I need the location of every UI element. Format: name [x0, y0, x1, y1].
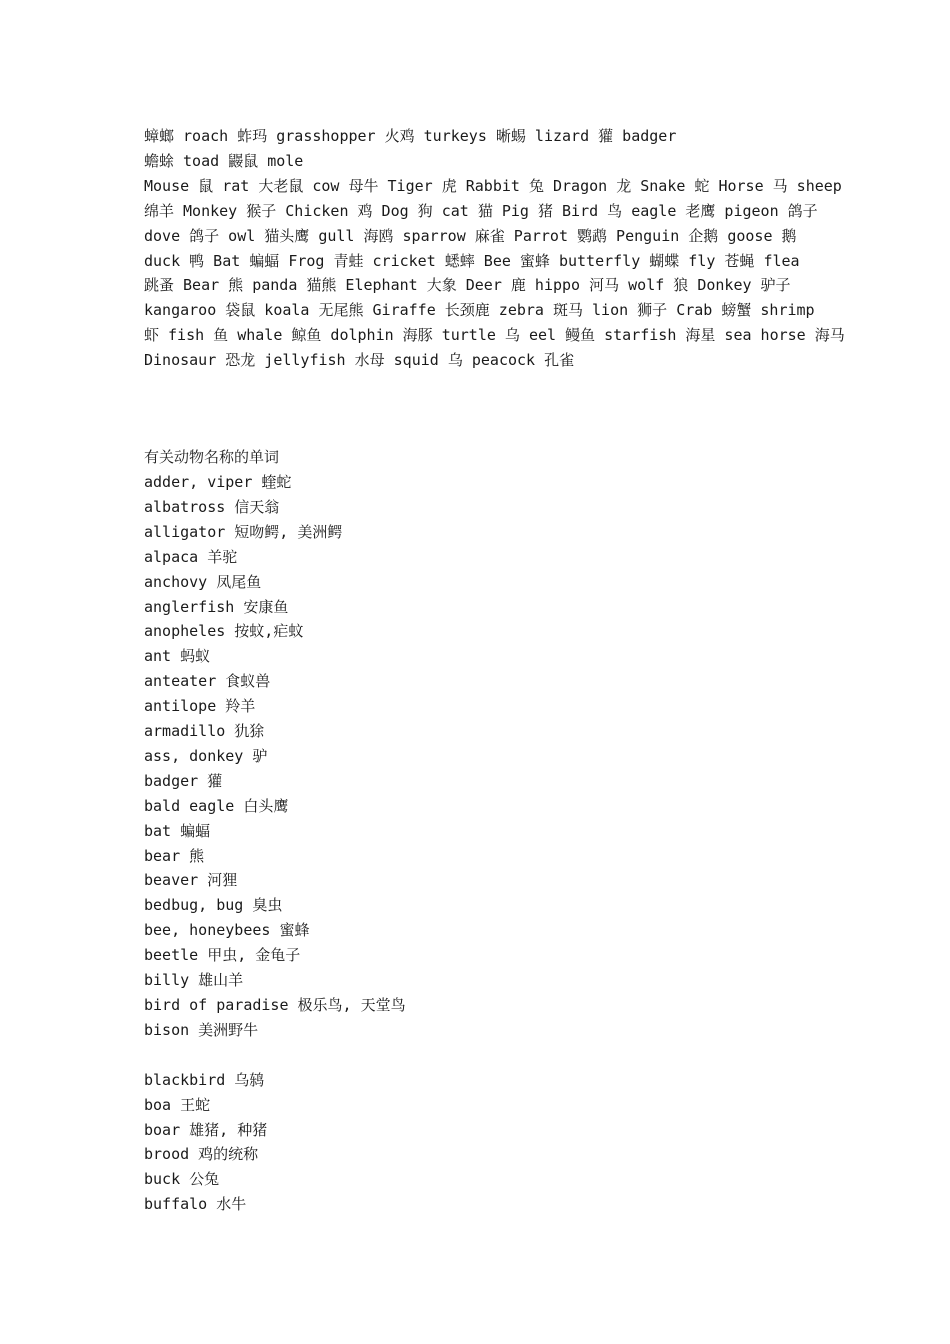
- vocab-entry: anchovy 凤尾鱼: [144, 572, 262, 591]
- intro-line: 蟑螂 roach 蚱玛 grasshopper 火鸡 turkeys 晰蜴 lizard 獾 badger: [144, 127, 677, 145]
- intro-line: 绵羊 Monkey 猴子 Chicken 鸡 Dog 狗 cat 猫 Pig 猪 Bird 鸟 eagle 老鹰 pigeon 鸽子: [144, 201, 818, 220]
- section-spacer: [144, 373, 814, 445]
- vocab-entry: brood 鸡的统称: [144, 1145, 259, 1164]
- document-page: [144, 124, 845, 1217]
- vocab-entry: bee, honeybees 蜜蜂: [144, 921, 310, 940]
- vocab-entry: boar 雄猪, 种猪: [144, 1120, 268, 1139]
- vocab-entry: anglerfish 安康鱼: [144, 597, 289, 616]
- intro-paragraph: [144, 124, 845, 373]
- vocab-entry: alpaca 羊驼: [144, 547, 238, 566]
- vocab-entry: billy 雄山羊: [144, 971, 244, 990]
- section-title: 有关动物名称的单词: [144, 448, 280, 467]
- vocab-entry: buffalo 水牛: [144, 1195, 247, 1214]
- vocab-entry: anopheles 按蚊,疟蚊: [144, 622, 304, 641]
- vocab-entry: bedbug, bug 臭虫: [144, 896, 283, 915]
- intro-line: 跳蚤 Bear 熊 panda 猫熊 Elephant 大象 Deer 鹿 hippo 河马 wolf 狼 Donkey 驴子: [144, 276, 791, 295]
- vocab-entry: anteater 食蚁兽: [144, 672, 271, 691]
- intro-line: Dinosaur 恐龙 jellyfish 水母 squid 乌 peacock 孔雀: [144, 351, 575, 370]
- intro-line: duck 鸭 Bat 蝙蝠 Frog 青蛙 cricket 蟋蟀 Bee 蜜蜂 butterfly 蝴蝶 fly 苍蝇 flea: [144, 251, 800, 270]
- vocab-entry: beetle 甲虫, 金龟子: [144, 946, 301, 965]
- intro-line: dove 鸽子 owl 猫头鹰 gull 海鸥 sparrow 麻雀 Parrot 鹦鹉 Penguin 企鹅 goose 鹅: [144, 226, 797, 245]
- vocab-entry: blackbird 乌鸫: [144, 1070, 265, 1089]
- intro-line: kangaroo 袋鼠 koala 无尾熊 Giraffe 长颈鹿 zebra 斑马 lion 狮子 Crab 螃蟹 shrimp: [144, 301, 815, 320]
- vocab-entry: boa 王蛇: [144, 1095, 211, 1114]
- vocab-entry: bison 美洲野牛: [144, 1020, 259, 1039]
- vocab-entry: badger 獾: [144, 771, 223, 790]
- vocab-entry: beaver 河狸: [144, 871, 238, 890]
- vocab-entry: albatross 信天翁: [144, 497, 280, 516]
- intro-line: 虾 fish 鱼 whale 鲸鱼 dolphin 海豚 turtle 乌 eel 鳗鱼 starfish 海星 sea horse 海马: [144, 326, 845, 345]
- vocab-entry: bald eagle 白头鹰: [144, 796, 289, 815]
- vocab-entry: adder, viper 蝰蛇: [144, 472, 292, 491]
- vocab-entry: armadillo 犰狳: [144, 722, 265, 741]
- vocab-list: [144, 445, 814, 1217]
- vocab-entry: ass, donkey 驴: [144, 746, 268, 765]
- blank-line: [144, 1043, 814, 1068]
- vocab-entry: alligator 短吻鳄, 美洲鳄: [144, 522, 343, 541]
- vocab-entry: bear 熊: [144, 846, 205, 865]
- vocab-entry: bat 蝙蝠: [144, 821, 211, 840]
- intro-line: Mouse 鼠 rat 大老鼠 cow 母牛 Tiger 虎 Rabbit 兔 Dragon 龙 Snake 蛇 Horse 马 sheep: [144, 176, 842, 195]
- vocab-entry: buck 公兔: [144, 1170, 220, 1189]
- vocab-entry: ant 蚂蚁: [144, 647, 211, 666]
- intro-line: 蟾蜍 toad 鼹鼠 mole: [144, 151, 304, 170]
- vocab-entry: bird of paradise 极乐鸟, 天堂鸟: [144, 996, 406, 1014]
- vocab-entry: antilope 羚羊: [144, 697, 256, 716]
